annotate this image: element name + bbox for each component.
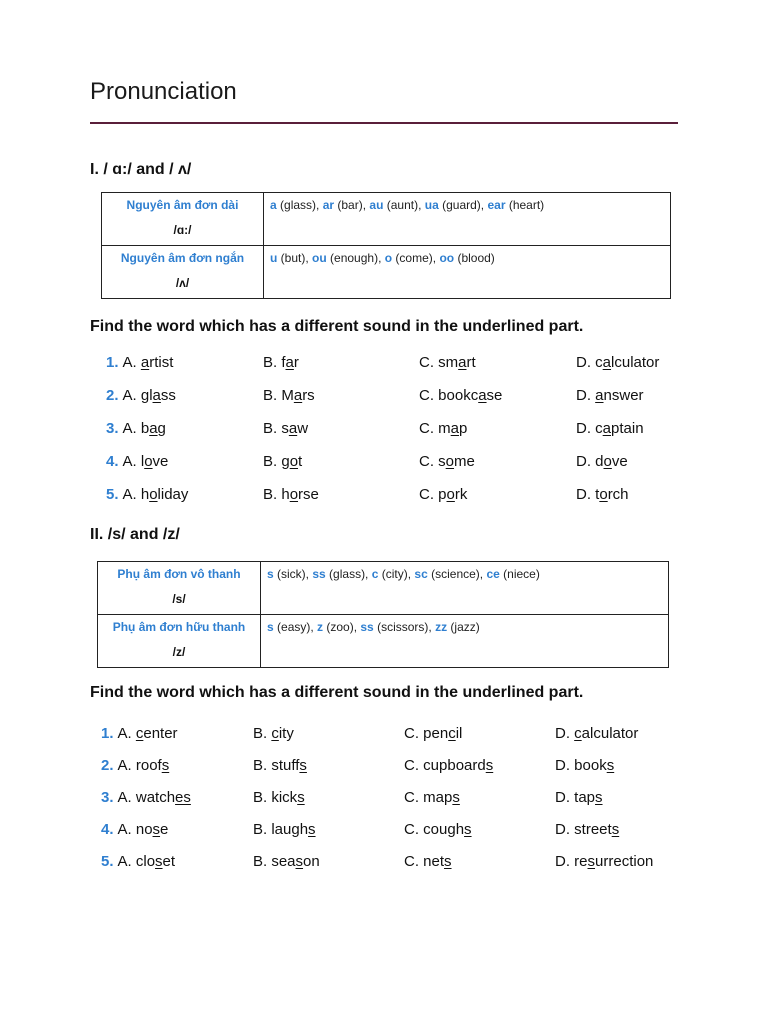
section1-instruction: Find the word which has a different sound in the underlined part. bbox=[90, 318, 584, 335]
underlined-part: s bbox=[595, 789, 603, 806]
answer-option[interactable]: C. pencil bbox=[404, 725, 463, 742]
question-row bbox=[106, 417, 696, 441]
underlined-part: a bbox=[285, 354, 294, 371]
question-number: 2. bbox=[106, 387, 119, 404]
underlined-part: s bbox=[297, 789, 305, 806]
answer-option[interactable]: C. smart bbox=[419, 354, 476, 371]
sound-label: Nguyên âm đơn ngắn bbox=[120, 251, 245, 265]
question-row bbox=[101, 786, 675, 810]
example-spelling: z bbox=[317, 620, 324, 634]
answer-option[interactable]: B. horse bbox=[263, 486, 319, 503]
example-word: (glass), bbox=[325, 567, 372, 581]
question-number: 1. bbox=[101, 725, 114, 742]
example-word: (science), bbox=[427, 567, 487, 581]
sound-label: Nguyên âm đơn dài bbox=[126, 198, 239, 212]
sound-label-cell bbox=[102, 193, 264, 246]
underlined-part: c bbox=[574, 725, 582, 742]
example-spelling: oo bbox=[439, 251, 455, 265]
section1-heading: I. / ɑ:/ and / ʌ/ bbox=[90, 161, 192, 178]
underlined-part: c bbox=[271, 725, 279, 742]
table-row bbox=[102, 193, 671, 246]
answer-option[interactable]: C. cupboards bbox=[404, 757, 494, 774]
answer-option[interactable]: D. dove bbox=[576, 453, 628, 470]
answer-option[interactable]: C. pork bbox=[419, 486, 468, 503]
answer-option[interactable]: D. taps bbox=[555, 789, 603, 806]
table-row bbox=[98, 615, 669, 668]
underlined-part: s bbox=[295, 853, 304, 870]
answer-option[interactable]: D. calculator bbox=[555, 725, 639, 742]
underlined-part: s bbox=[485, 757, 494, 774]
example-spelling: ar bbox=[322, 198, 335, 212]
title-divider bbox=[90, 122, 678, 124]
underlined-part: o bbox=[445, 453, 455, 470]
underlined-part: s bbox=[308, 821, 316, 838]
underlined-part: a bbox=[293, 387, 303, 404]
example-spelling: s bbox=[267, 620, 274, 634]
answer-option[interactable]: D. captain bbox=[576, 420, 644, 437]
answer-option[interactable]: B. laughs bbox=[253, 821, 316, 838]
question-row bbox=[106, 351, 696, 375]
question-number: 4. bbox=[106, 453, 119, 470]
example-word: (scissors), bbox=[373, 620, 436, 634]
underlined-part: a bbox=[602, 354, 612, 371]
answer-option[interactable]: 2. A. roofs bbox=[101, 757, 170, 774]
underlined-part: c bbox=[448, 725, 456, 742]
underlined-part: s bbox=[444, 853, 452, 870]
underlined-part: a bbox=[140, 354, 150, 371]
underlined-part: a bbox=[450, 420, 460, 437]
example-spelling: ss bbox=[360, 620, 374, 634]
underlined-part: o bbox=[603, 453, 612, 470]
ipa-symbol: /ɑ:/ bbox=[173, 223, 192, 237]
example-word: (bar), bbox=[334, 198, 370, 212]
underlined-part: c bbox=[135, 725, 144, 742]
underlined-part: a bbox=[288, 420, 298, 437]
example-word: (but), bbox=[277, 251, 313, 265]
ipa-symbol: /s/ bbox=[172, 592, 186, 606]
answer-option[interactable]: 5. A. holiday bbox=[106, 486, 189, 503]
answer-option[interactable]: 5. A. closet bbox=[101, 853, 176, 870]
answer-option[interactable]: B. city bbox=[253, 725, 294, 742]
example-spelling: u bbox=[270, 251, 278, 265]
ipa-symbol: /z/ bbox=[172, 645, 186, 659]
underlined-part: es bbox=[175, 789, 191, 806]
example-spelling: ear bbox=[487, 198, 506, 212]
example-word: (zoo), bbox=[323, 620, 361, 634]
example-word: (enough), bbox=[326, 251, 385, 265]
example-spelling: sc bbox=[414, 567, 428, 581]
question-number: 5. bbox=[101, 853, 114, 870]
section2-instruction: Find the word which has a different sound in the underlined part. bbox=[90, 684, 584, 701]
example-spelling: s bbox=[267, 567, 274, 581]
answer-option[interactable]: D. answer bbox=[576, 387, 644, 404]
question-number: 5. bbox=[106, 486, 119, 503]
answer-option[interactable]: D. calculator bbox=[576, 354, 660, 371]
example-spelling: ou bbox=[312, 251, 327, 265]
answer-option[interactable]: C. nets bbox=[404, 853, 452, 870]
underlined-part: s bbox=[299, 757, 307, 774]
underlined-part: s bbox=[611, 821, 620, 838]
example-spelling: ss bbox=[312, 567, 326, 581]
sound-label-cell bbox=[98, 615, 261, 668]
answer-option[interactable]: C. coughs bbox=[404, 821, 472, 838]
example-word: (jazz) bbox=[447, 620, 480, 634]
examples-cell bbox=[261, 615, 669, 668]
example-word: (heart) bbox=[505, 198, 545, 212]
question-number: 3. bbox=[101, 789, 114, 806]
table-row bbox=[98, 562, 669, 615]
underlined-part: s bbox=[161, 757, 170, 774]
example-spelling: c bbox=[371, 567, 379, 581]
underlined-part: a bbox=[602, 420, 612, 437]
sound-label-cell bbox=[98, 562, 261, 615]
answer-option[interactable]: C. bookcase bbox=[419, 387, 503, 404]
table-row bbox=[102, 246, 671, 299]
question-number: 2. bbox=[101, 757, 114, 774]
answer-option[interactable]: B. far bbox=[263, 354, 299, 371]
underlined-part: s bbox=[587, 853, 596, 870]
answer-option[interactable]: B. stuffs bbox=[253, 757, 307, 774]
answer-option[interactable]: 2. A. glass bbox=[106, 387, 176, 404]
examples-cell bbox=[264, 246, 671, 299]
example-spelling: a bbox=[270, 198, 277, 212]
answer-option[interactable]: 3. A. watches bbox=[101, 789, 191, 806]
underlined-part: s bbox=[464, 821, 472, 838]
page-title: Pronunciation bbox=[90, 78, 237, 105]
question-number: 3. bbox=[106, 420, 119, 437]
section2-sound-table bbox=[97, 561, 669, 668]
answer-option[interactable]: 1. A. artist bbox=[106, 354, 174, 371]
underlined-part: o bbox=[149, 486, 158, 503]
underlined-part: a bbox=[149, 420, 158, 437]
example-word: (city), bbox=[378, 567, 415, 581]
underlined-part: s bbox=[452, 789, 460, 806]
question-row bbox=[106, 483, 696, 507]
underlined-part: a bbox=[152, 387, 161, 404]
answer-option[interactable]: D. resurrection bbox=[555, 853, 654, 870]
example-spelling: ua bbox=[424, 198, 439, 212]
examples-cell bbox=[264, 193, 671, 246]
underlined-part: a bbox=[478, 387, 487, 404]
underlined-part: o bbox=[446, 486, 455, 503]
section1-sound-table bbox=[101, 192, 671, 299]
answer-option[interactable]: C. some bbox=[419, 453, 475, 470]
underlined-part: o bbox=[599, 486, 608, 503]
example-spelling: au bbox=[369, 198, 384, 212]
underlined-part: a bbox=[458, 354, 467, 371]
sound-label: Phụ âm đơn hữu thanh bbox=[112, 620, 246, 634]
question-row bbox=[106, 384, 696, 408]
example-word: (glass), bbox=[276, 198, 323, 212]
answer-option[interactable]: B. kicks bbox=[253, 789, 305, 806]
example-word: (easy), bbox=[273, 620, 318, 634]
underlined-part: o bbox=[289, 486, 299, 503]
answer-option[interactable]: B. Mars bbox=[263, 387, 315, 404]
examples-cell bbox=[261, 562, 669, 615]
question-row bbox=[101, 754, 675, 778]
answer-option[interactable]: 1. A. center bbox=[101, 725, 178, 742]
answer-option[interactable]: D. torch bbox=[576, 486, 629, 503]
answer-option[interactable]: B. season bbox=[253, 853, 320, 870]
answer-option[interactable]: B. saw bbox=[263, 420, 309, 437]
example-word: (sick), bbox=[273, 567, 313, 581]
example-spelling: zz bbox=[435, 620, 448, 634]
example-spelling: ce bbox=[486, 567, 500, 581]
answer-option[interactable]: C. maps bbox=[404, 789, 460, 806]
question-row bbox=[106, 450, 696, 474]
question-number: 1. bbox=[106, 354, 119, 371]
underlined-part: s bbox=[152, 821, 161, 838]
underlined-part: s bbox=[155, 853, 163, 870]
answer-option[interactable]: C. map bbox=[419, 420, 468, 437]
example-word: (come), bbox=[392, 251, 440, 265]
underlined-part: o bbox=[144, 453, 153, 470]
answer-option[interactable]: D. streets bbox=[555, 821, 620, 838]
question-row bbox=[101, 818, 675, 842]
answer-option[interactable]: B. got bbox=[263, 453, 303, 470]
example-word: (guard), bbox=[438, 198, 488, 212]
example-spelling: o bbox=[384, 251, 393, 265]
section2-heading: II. /s/ and /z/ bbox=[90, 526, 180, 543]
question-row bbox=[101, 850, 675, 874]
question-row bbox=[101, 722, 675, 746]
example-word: (niece) bbox=[499, 567, 540, 581]
underlined-part: o bbox=[289, 453, 299, 470]
answer-option[interactable]: 4. A. nose bbox=[101, 821, 169, 838]
question-number: 4. bbox=[101, 821, 114, 838]
underlined-part: s bbox=[606, 757, 615, 774]
underlined-part: a bbox=[595, 387, 604, 404]
example-word: (blood) bbox=[454, 251, 495, 265]
answer-option[interactable]: 3. A. bag bbox=[106, 420, 166, 437]
example-word: (aunt), bbox=[383, 198, 425, 212]
answer-option[interactable]: D. books bbox=[555, 757, 615, 774]
sound-label: Phụ âm đơn vô thanh bbox=[117, 567, 241, 581]
sound-label-cell bbox=[102, 246, 264, 299]
answer-option[interactable]: 4. A. love bbox=[106, 453, 169, 470]
ipa-symbol: /ʌ/ bbox=[175, 276, 190, 290]
